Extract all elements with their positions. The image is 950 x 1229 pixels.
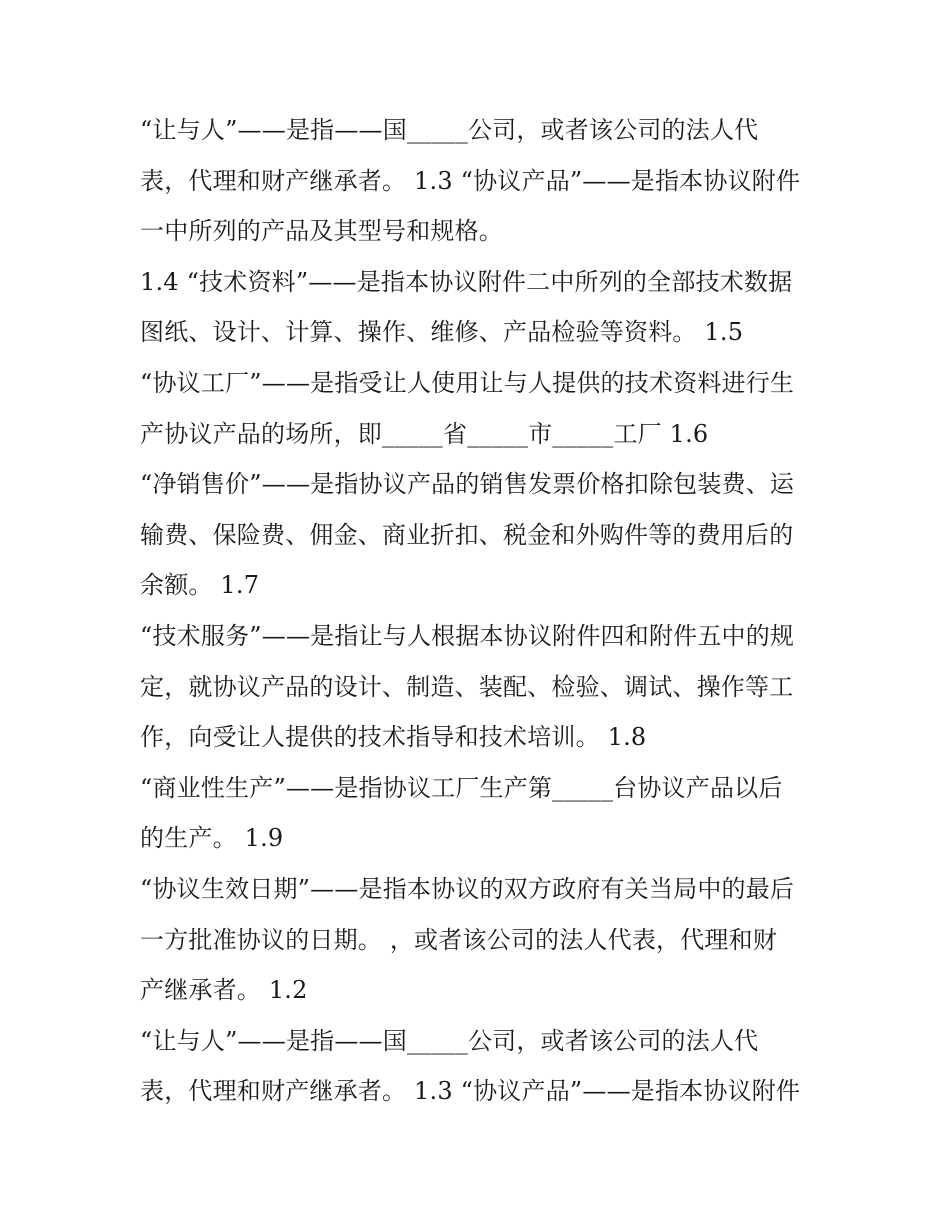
text-line: 定，就协议产品的设计、制造、装配、检验、调试、操作等工 <box>140 672 794 701</box>
text-line: “协议生效日期”——是指本协议的双方政府有关当局中的最后 <box>140 874 795 903</box>
text-line: 作，向受让人提供的技术指导和技术培训。 1.8 <box>140 723 647 752</box>
text-line: 一方批准协议的日期。 ，或者该公司的法人代表，代理和财 <box>140 925 778 954</box>
text-line: 1.4 “技术资料”——是指本协议附件二中所列的全部技术数据 <box>140 267 793 296</box>
document-body <box>140 105 830 1117</box>
text-line: 余额。 1.7 <box>140 571 260 600</box>
text-line: 图纸、设计、计算、操作、维修、产品检验等资料。 1.5 <box>140 318 744 347</box>
text-line: 产协议产品的场所，即_____省_____市_____工厂 1.6 <box>140 419 709 448</box>
text-line: “商业性生产”——是指协议工厂生产第_____台协议产品以后 <box>140 773 783 802</box>
text-line: 一中所列的产品及其型号和规格。 <box>140 217 503 246</box>
text-line: 输费、保险费、佣金、商业折扣、税金和外购件等的费用后的 <box>140 520 794 549</box>
text-line: 的生产。 1.9 <box>140 824 284 853</box>
text-line: “技术服务”——是指让与人根据本协议附件四和附件五中的规 <box>140 621 795 650</box>
text-line: 表，代理和财产继承者。 1.3 “协议产品”——是指本协议附件 <box>140 1077 801 1106</box>
text-line: “让与人”——是指——国_____公司，或者该公司的法人代 <box>140 1026 759 1055</box>
text-line: 表，代理和财产继承者。 1.3 “协议产品”——是指本协议附件 <box>140 166 801 195</box>
text-line: “协议工厂”——是指受让人使用让与人提供的技术资料进行生 <box>140 368 795 397</box>
text-line: “让与人”——是指——国_____公司，或者该公司的法人代 <box>140 116 759 144</box>
text-line: 产继承者。 1.2 <box>140 976 308 1005</box>
text-line: “净销售价”——是指协议产品的销售发票价格扣除包装费、运 <box>140 470 795 499</box>
